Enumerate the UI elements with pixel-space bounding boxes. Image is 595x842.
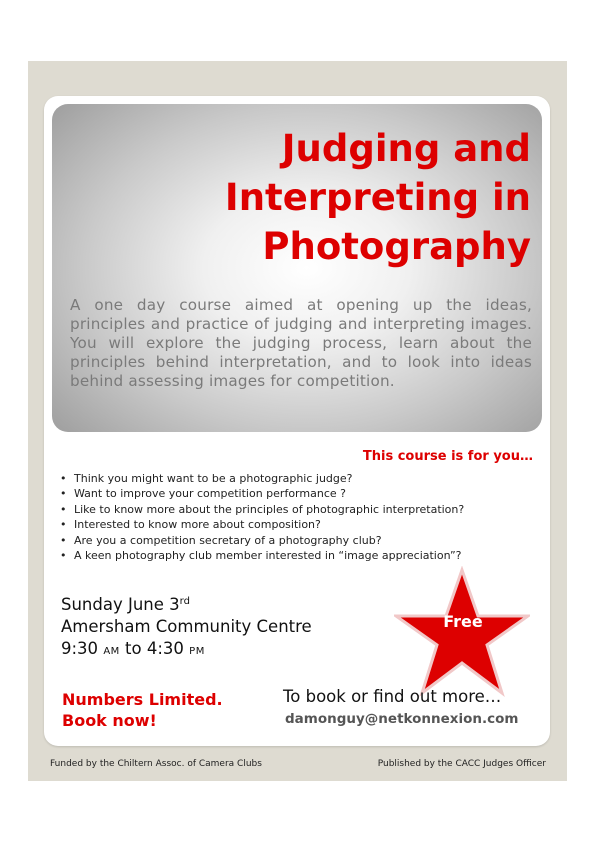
title-line-2: Interpreting in — [224, 176, 531, 219]
list-item: • Are you a competition secretary of a photography club? — [58, 533, 464, 548]
start-time: 9:30 — [61, 639, 99, 658]
poster-title — [91, 124, 531, 271]
end-period: PM — [189, 646, 205, 657]
event-day-suffix: rd — [179, 596, 190, 607]
start-period: AM — [103, 646, 120, 657]
event-details — [61, 591, 312, 663]
published-by-note: Published by the CACC Judges Officer — [377, 759, 546, 769]
list-item: • Like to know more about the principles of photographic interpretation? — [58, 502, 464, 517]
event-venue: Amersham Community Centre — [61, 617, 312, 636]
title-line-1: Judging and — [281, 127, 531, 170]
booking-email: damonguy@netkonnexion.com — [285, 711, 519, 727]
free-star-icon — [394, 566, 530, 698]
course-intro: A one day course aimed at opening up the ideas, principles and practice of judging and interpreting images. You will explore the judging process, learn about the principles behind interpretation, and to look into ideas behind assessing images for competition. — [70, 296, 532, 390]
end-time: 4:30 — [146, 639, 184, 658]
list-item: • A keen photography club member interested in “image appreciation”? — [58, 548, 464, 563]
list-item: • Think you might want to be a photographic judge? — [58, 471, 464, 486]
list-item: • Interested to know more about composition? — [58, 517, 464, 532]
numbers-limited-line: Numbers Limited. — [62, 690, 223, 709]
list-item: • Want to improve your competition performance ? — [58, 486, 464, 501]
free-badge-label: Free — [443, 612, 483, 631]
event-date — [61, 591, 312, 616]
numbers-limited-notice — [62, 689, 223, 731]
book-now-line: Book now! — [62, 711, 157, 730]
audience-heading: This course is for you… — [362, 449, 533, 464]
star-shape — [396, 570, 528, 693]
title-line-3: Photography — [262, 225, 531, 268]
event-day: Sunday June 3 — [61, 595, 180, 614]
audience-list — [58, 471, 464, 563]
event-time — [61, 638, 312, 663]
funded-by-note: Funded by the Chiltern Assoc. of Camera Clubs — [50, 759, 262, 769]
booking-text: To book or find out more… — [283, 687, 502, 706]
time-to: to — [125, 639, 142, 658]
